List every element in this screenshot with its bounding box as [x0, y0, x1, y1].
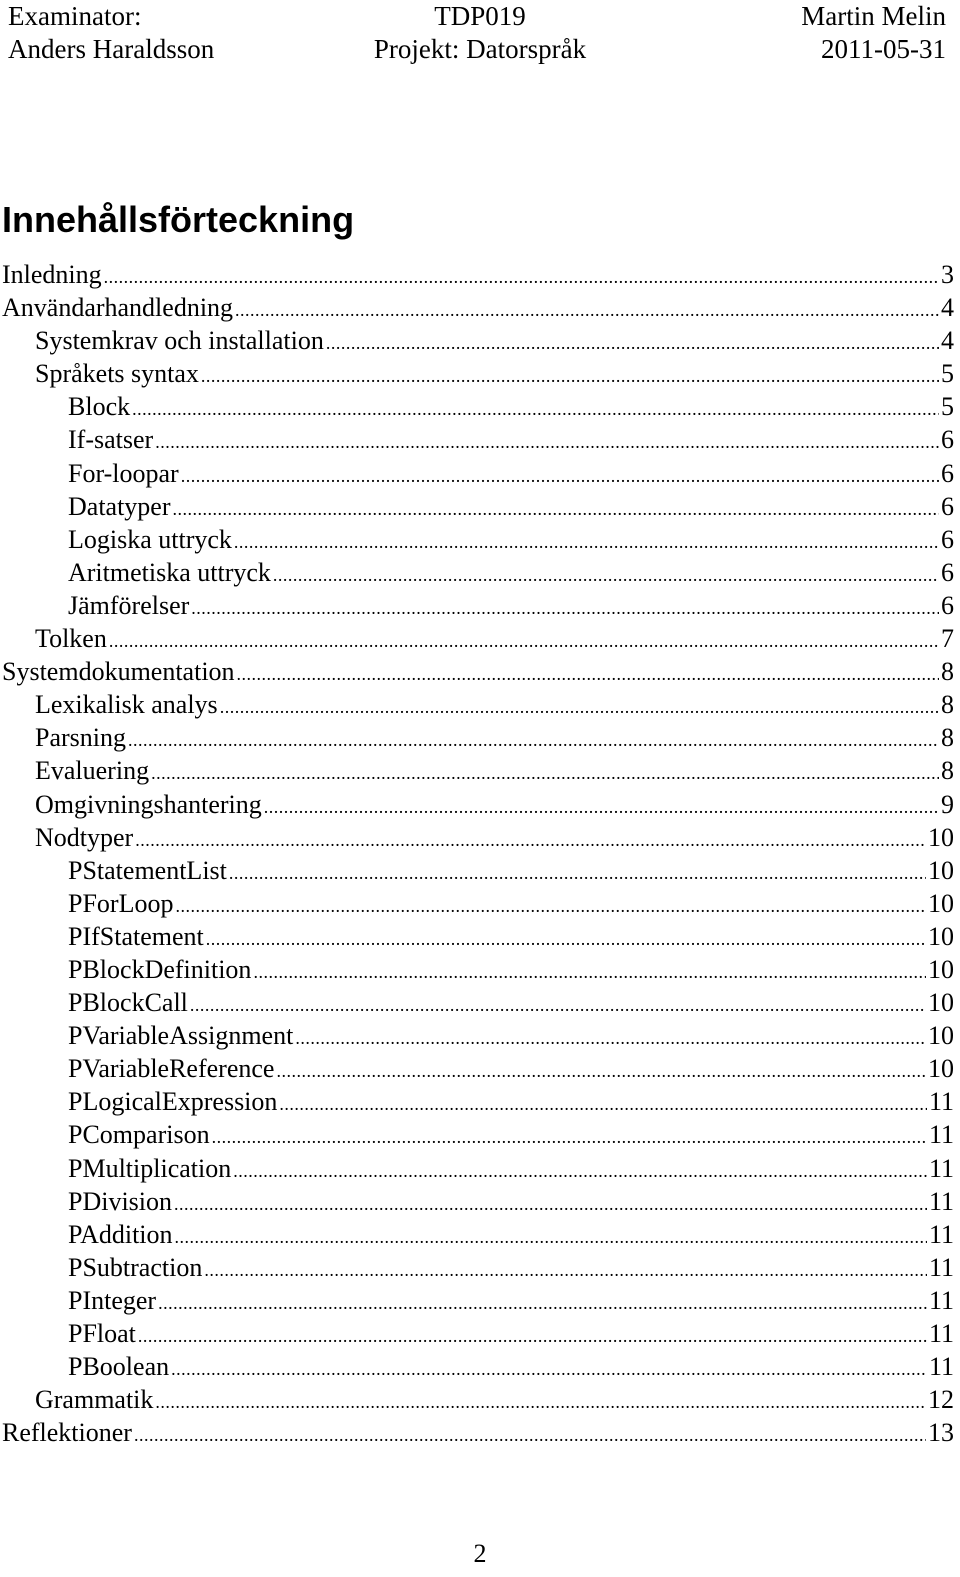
header-examiner-name: Anders Haraldsson — [8, 34, 215, 64]
toc-entry-page-number: 10 — [928, 855, 954, 885]
toc-entry-label: Systemdokumentation — [2, 657, 235, 687]
header-examiner-label: Examinator: — [8, 1, 142, 31]
toc-entry-page-number: 4 — [941, 293, 954, 323]
toc-dot-leader — [158, 1287, 927, 1320]
toc-dot-leader — [295, 1022, 926, 1055]
toc-entry[interactable] — [0, 821, 954, 854]
toc-entry-label: Parsning — [35, 723, 126, 753]
toc-entry-page-number: 6 — [941, 557, 954, 587]
toc-entry-label: Jämförelser — [68, 590, 190, 620]
toc-entry[interactable] — [0, 920, 954, 953]
toc-dot-leader — [173, 493, 939, 526]
toc-entry[interactable] — [0, 1416, 954, 1449]
toc-entry-label: PFloat — [68, 1319, 136, 1348]
toc-entry-page-number: 9 — [941, 789, 954, 819]
toc-entry-page-number: 10 — [928, 822, 954, 852]
toc-entry-page-number: 11 — [928, 1153, 954, 1183]
toc-entry-label: PStatementList — [68, 855, 227, 885]
toc-entry-page-number: 8 — [941, 756, 954, 786]
toc-entry-label: PMultiplication — [68, 1153, 232, 1183]
toc-entry[interactable] — [0, 523, 954, 556]
toc-entry[interactable] — [0, 1284, 954, 1317]
toc-entry[interactable] — [0, 1085, 954, 1118]
toc-dot-leader — [273, 559, 939, 592]
toc-title: Innehållsförteckning — [2, 199, 355, 240]
toc-entry-page-number: 11 — [928, 1319, 954, 1348]
toc-dot-leader — [104, 261, 939, 294]
toc-entry-label: Lexikalisk analys — [35, 690, 218, 720]
toc-entry[interactable] — [0, 1152, 954, 1185]
toc-entry-page-number: 11 — [928, 1252, 954, 1282]
toc-dot-leader — [201, 360, 939, 393]
toc-entry-label: For-loopar — [68, 458, 179, 488]
toc-dot-leader — [190, 989, 926, 1022]
toc-entry[interactable] — [0, 258, 954, 291]
toc-entry-page-number: 12 — [928, 1385, 954, 1415]
toc-dot-leader — [264, 791, 939, 824]
toc-entry-label: PBoolean — [68, 1352, 170, 1382]
toc-entry-label: Datatyper — [68, 491, 171, 521]
table-of-contents — [0, 258, 954, 1449]
toc-entry[interactable] — [0, 1317, 954, 1350]
toc-entry[interactable] — [0, 390, 954, 423]
toc-entry[interactable] — [0, 490, 954, 523]
toc-dot-leader — [175, 890, 926, 923]
toc-entry[interactable] — [0, 457, 954, 490]
toc-entry-label: Grammatik — [35, 1385, 154, 1415]
toc-entry-page-number: 4 — [941, 326, 954, 356]
toc-dot-leader — [135, 824, 926, 857]
toc-entry-label: Systemkrav och installation — [35, 326, 324, 356]
header-author: Martin Melin — [801, 1, 946, 31]
toc-entry-label: PDivision — [68, 1186, 173, 1216]
toc-entry[interactable] — [0, 1052, 954, 1085]
toc-dot-leader — [174, 1188, 927, 1221]
header-date: 2011-05-31 — [821, 34, 946, 64]
toc-entry-page-number: 11 — [928, 1186, 954, 1216]
toc-entry-page-number: 6 — [941, 425, 954, 455]
toc-entry-label: Språkets syntax — [35, 359, 199, 389]
toc-entry[interactable] — [0, 556, 954, 589]
toc-entry-page-number: 11 — [928, 1219, 954, 1249]
toc-dot-leader — [279, 1088, 927, 1121]
toc-entry-label: Tolken — [35, 624, 107, 654]
toc-dot-leader — [253, 956, 926, 989]
toc-dot-leader — [237, 658, 939, 691]
toc-entry-page-number: 10 — [928, 1054, 954, 1084]
toc-entry[interactable] — [0, 1383, 954, 1416]
toc-entry[interactable] — [0, 1118, 954, 1151]
toc-entry[interactable] — [0, 788, 954, 821]
toc-entry[interactable] — [0, 324, 954, 357]
toc-entry-label: PInteger — [68, 1285, 157, 1315]
toc-entry-page-number: 11 — [928, 1120, 954, 1150]
toc-entry-page-number: 5 — [941, 392, 954, 422]
toc-entry-page-number: 3 — [941, 260, 954, 289]
toc-entry-label: PIfStatement — [68, 921, 204, 951]
toc-entry-page-number: 5 — [941, 359, 954, 389]
toc-entry-label: PBlockDefinition — [68, 954, 252, 984]
toc-entry-label: Omgivningshantering — [35, 789, 262, 819]
toc-dot-leader — [234, 526, 939, 559]
toc-dot-leader — [233, 1155, 927, 1188]
toc-entry-label: Aritmetiska uttryck — [68, 557, 271, 587]
toc-dot-leader — [171, 1353, 927, 1386]
toc-entry-page-number: 8 — [941, 723, 954, 753]
toc-dot-leader — [235, 294, 939, 327]
toc-entry-label: PLogicalExpression — [68, 1087, 278, 1117]
toc-entry-page-number: 8 — [941, 657, 954, 687]
toc-entry-page-number: 10 — [928, 888, 954, 918]
toc-entry-label: Nodtyper — [35, 822, 134, 852]
toc-dot-leader — [155, 426, 939, 459]
toc-entry-page-number: 10 — [928, 921, 954, 951]
toc-entry-label: PVariableReference — [68, 1054, 275, 1084]
toc-entry[interactable] — [0, 721, 954, 754]
toc-dot-leader — [206, 923, 926, 956]
toc-entry[interactable] — [0, 887, 954, 920]
toc-entry-page-number: 10 — [928, 1021, 954, 1051]
toc-entry-label: If-satser — [68, 425, 154, 455]
page-number: 2 — [473, 1539, 487, 1568]
toc-dot-leader — [326, 327, 939, 360]
toc-entry-label: PVariableAssignment — [68, 1021, 294, 1051]
toc-dot-leader — [109, 625, 939, 658]
toc-entry-page-number: 11 — [928, 1087, 954, 1117]
toc-entry-page-number: 8 — [941, 690, 954, 720]
toc-entry-page-number: 6 — [941, 491, 954, 521]
toc-dot-leader — [151, 757, 939, 790]
toc-entry-page-number: 6 — [941, 458, 954, 488]
toc-entry-page-number: 10 — [928, 988, 954, 1018]
toc-entry[interactable] — [0, 423, 954, 456]
toc-entry-page-number: 11 — [928, 1352, 954, 1382]
toc-entry-label: Användarhandledning — [2, 293, 234, 323]
toc-dot-leader — [132, 393, 939, 426]
toc-entry-page-number: 6 — [941, 590, 954, 620]
toc-entry[interactable] — [0, 1185, 954, 1218]
toc-entry[interactable] — [0, 655, 954, 688]
toc-entry[interactable] — [0, 953, 954, 986]
toc-entry-page-number: 11 — [928, 1285, 954, 1315]
toc-dot-leader — [138, 1320, 927, 1353]
toc-dot-leader — [181, 460, 939, 493]
toc-entry-label: PForLoop — [68, 888, 174, 918]
toc-entry-page-number: 7 — [941, 624, 954, 654]
header-project-name: Projekt: Datorspråk — [373, 34, 587, 64]
toc-entry[interactable] — [0, 589, 954, 622]
toc-entry-label: Evaluering — [35, 756, 150, 786]
toc-entry[interactable] — [0, 357, 954, 390]
toc-entry-label: Block — [68, 392, 131, 422]
toc-dot-leader — [204, 1254, 927, 1287]
toc-entry-label: Logiska uttryck — [68, 524, 232, 554]
toc-entry[interactable] — [0, 1251, 954, 1284]
toc-entry[interactable] — [0, 1019, 954, 1052]
toc-entry-label: PBlockCall — [68, 988, 188, 1018]
toc-dot-leader — [128, 724, 939, 757]
toc-dot-leader — [134, 1419, 926, 1452]
toc-entry-page-number: 6 — [941, 524, 954, 554]
toc-entry[interactable] — [0, 622, 954, 655]
page-header — [0, 0, 960, 70]
toc-entry-page-number: 10 — [928, 954, 954, 984]
toc-entry-label: PSubtraction — [68, 1252, 203, 1282]
toc-dot-leader — [155, 1386, 926, 1419]
toc-entry[interactable] — [0, 986, 954, 1019]
toc-entry[interactable] — [0, 291, 954, 324]
toc-entry[interactable] — [0, 854, 954, 887]
toc-dot-leader — [276, 1055, 926, 1088]
toc-dot-leader — [220, 691, 939, 724]
toc-entry-label: Inledning — [2, 260, 102, 289]
toc-entry[interactable] — [0, 1350, 954, 1383]
toc-dot-leader — [191, 592, 939, 625]
toc-entry[interactable] — [0, 688, 954, 721]
toc-entry[interactable] — [0, 754, 954, 787]
toc-entry[interactable] — [0, 1218, 954, 1251]
toc-entry-label: PAddition — [68, 1219, 173, 1249]
header-course-code: TDP019 — [434, 1, 526, 31]
toc-entry-label: PComparison — [68, 1120, 210, 1150]
toc-entry-label: Reflektioner — [2, 1418, 132, 1448]
toc-dot-leader — [229, 857, 926, 890]
toc-dot-leader — [175, 1221, 927, 1254]
toc-dot-leader — [212, 1121, 927, 1154]
toc-entry-page-number: 13 — [928, 1418, 954, 1448]
